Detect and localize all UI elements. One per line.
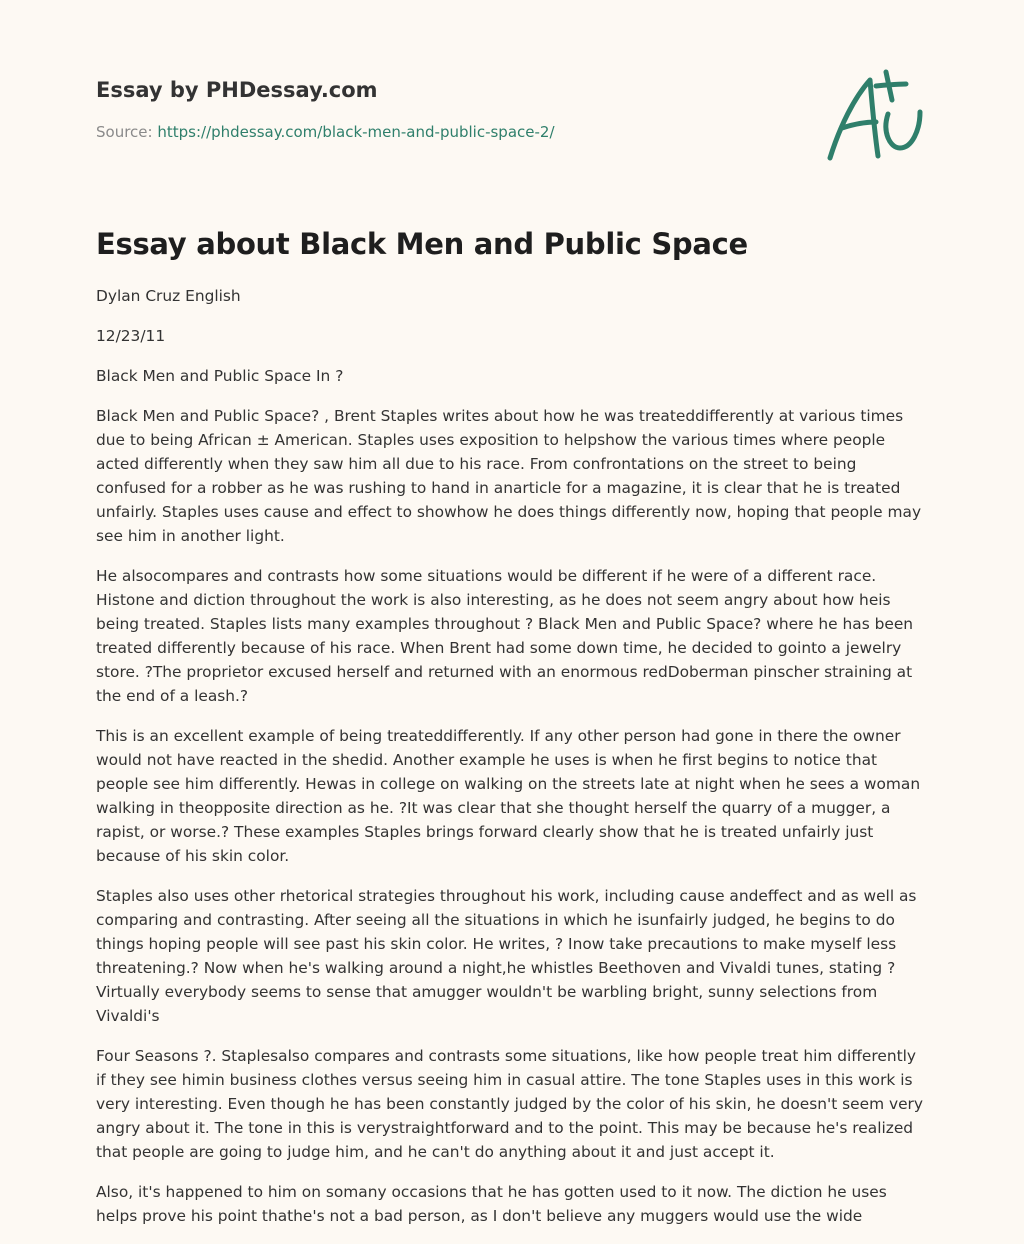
- site-brand: Essay by PHDessay.com: [96, 78, 378, 102]
- essay-paragraph: He alsocompares and contrasts how some situations would be different if he were of a different race. Histone and diction throughout the work is also interesting, as he does not seem angry about how heis being treated. Staples lists many examples throughout ? Black Men and Public Space? where he has been treated differently because of his race. When Brent had some down time, he decided to gointo a jewelry store. ?The proprietor excused herself and returned with an enormous redDoberman pinscher straining at the end of a leash.?: [96, 567, 914, 705]
- date-line: 12/23/11: [96, 327, 166, 345]
- essay-paragraph: Also, it's happened to him on somany occasions that he has gotten used to it now. The diction he uses helps prove his point thathe's not a bad person, as I don't believe any muggers would use the wide: [96, 1183, 887, 1225]
- essay-subtitle: Black Men and Public Space In ?: [96, 367, 344, 385]
- essay-content: [96, 222, 928, 1244]
- essay-paragraph: Four Seasons ?. Staplesalso compares and contrasts some situations, like how people treat him differently if they see himin business clothes versus seeing him in casual attire. The tone Staples uses in this work is very interesting. Even though he has been constantly judged by the color of his skin, he doesn't seem very angry about it. The tone in this is verystraightforward and to the point. This may be because he's realized that people are going to judge him, and he can't do anything about it and just accept it.: [96, 1047, 923, 1161]
- author-line: Dylan Cruz English: [96, 287, 241, 305]
- a-plus-logo-icon: [820, 66, 930, 166]
- essay-paragraph: This is an excellent example of being treateddifferently. If any other person had gone in there the owner would not have reacted in the shedid. Another example he uses is when he first begins to notice that people see him differently. Hewas in college on walking on the streets late at night when he sees a woman walking in theopposite direction as he. ?It was clear that she thought herself the quarry of a mugger, a rapist, or worse.? These examples Staples brings forward clearly show that he is treated unfairly just because of his skin color.: [96, 727, 921, 865]
- source-label: Source:: [96, 123, 153, 141]
- essay-title: Essay about Black Men and Public Space: [96, 227, 748, 261]
- site-header: [96, 76, 796, 142]
- essay-paragraph: Staples also uses other rhetorical strategies throughout his work, including cause andeffect and as well as comparing and contrasting. After seeing all the situations in which he isunfairly judged, he begins to do things hoping people will see past his skin color. He writes, ? Inow take precautions to make myself less threatening.? Now when he's walking around a night,he whistles Beethoven and Vivaldi tunes, stating ? Virtually everybody seems to sense that amugger wouldn't be warbling bright, sunny selections from Vivaldi's: [96, 887, 917, 1025]
- source-line: [96, 122, 796, 142]
- source-link[interactable]: https://phdessay.com/black-men-and-public-space-2/: [157, 123, 555, 141]
- essay-paragraph: Black Men and Public Space? , Brent Staples writes about how he was treateddifferently at various times due to being African ± American. Staples uses exposition to helpshow the various times where people acted differently when they saw him all due to his race. From confrontations on the street to being confused for a robber as he was rushing to hand in anarticle for a magazine, it is clear that he is treated unfairly. Staples uses cause and effect to showhow he does things differently now, hoping that people may see him in another light.: [96, 407, 922, 545]
